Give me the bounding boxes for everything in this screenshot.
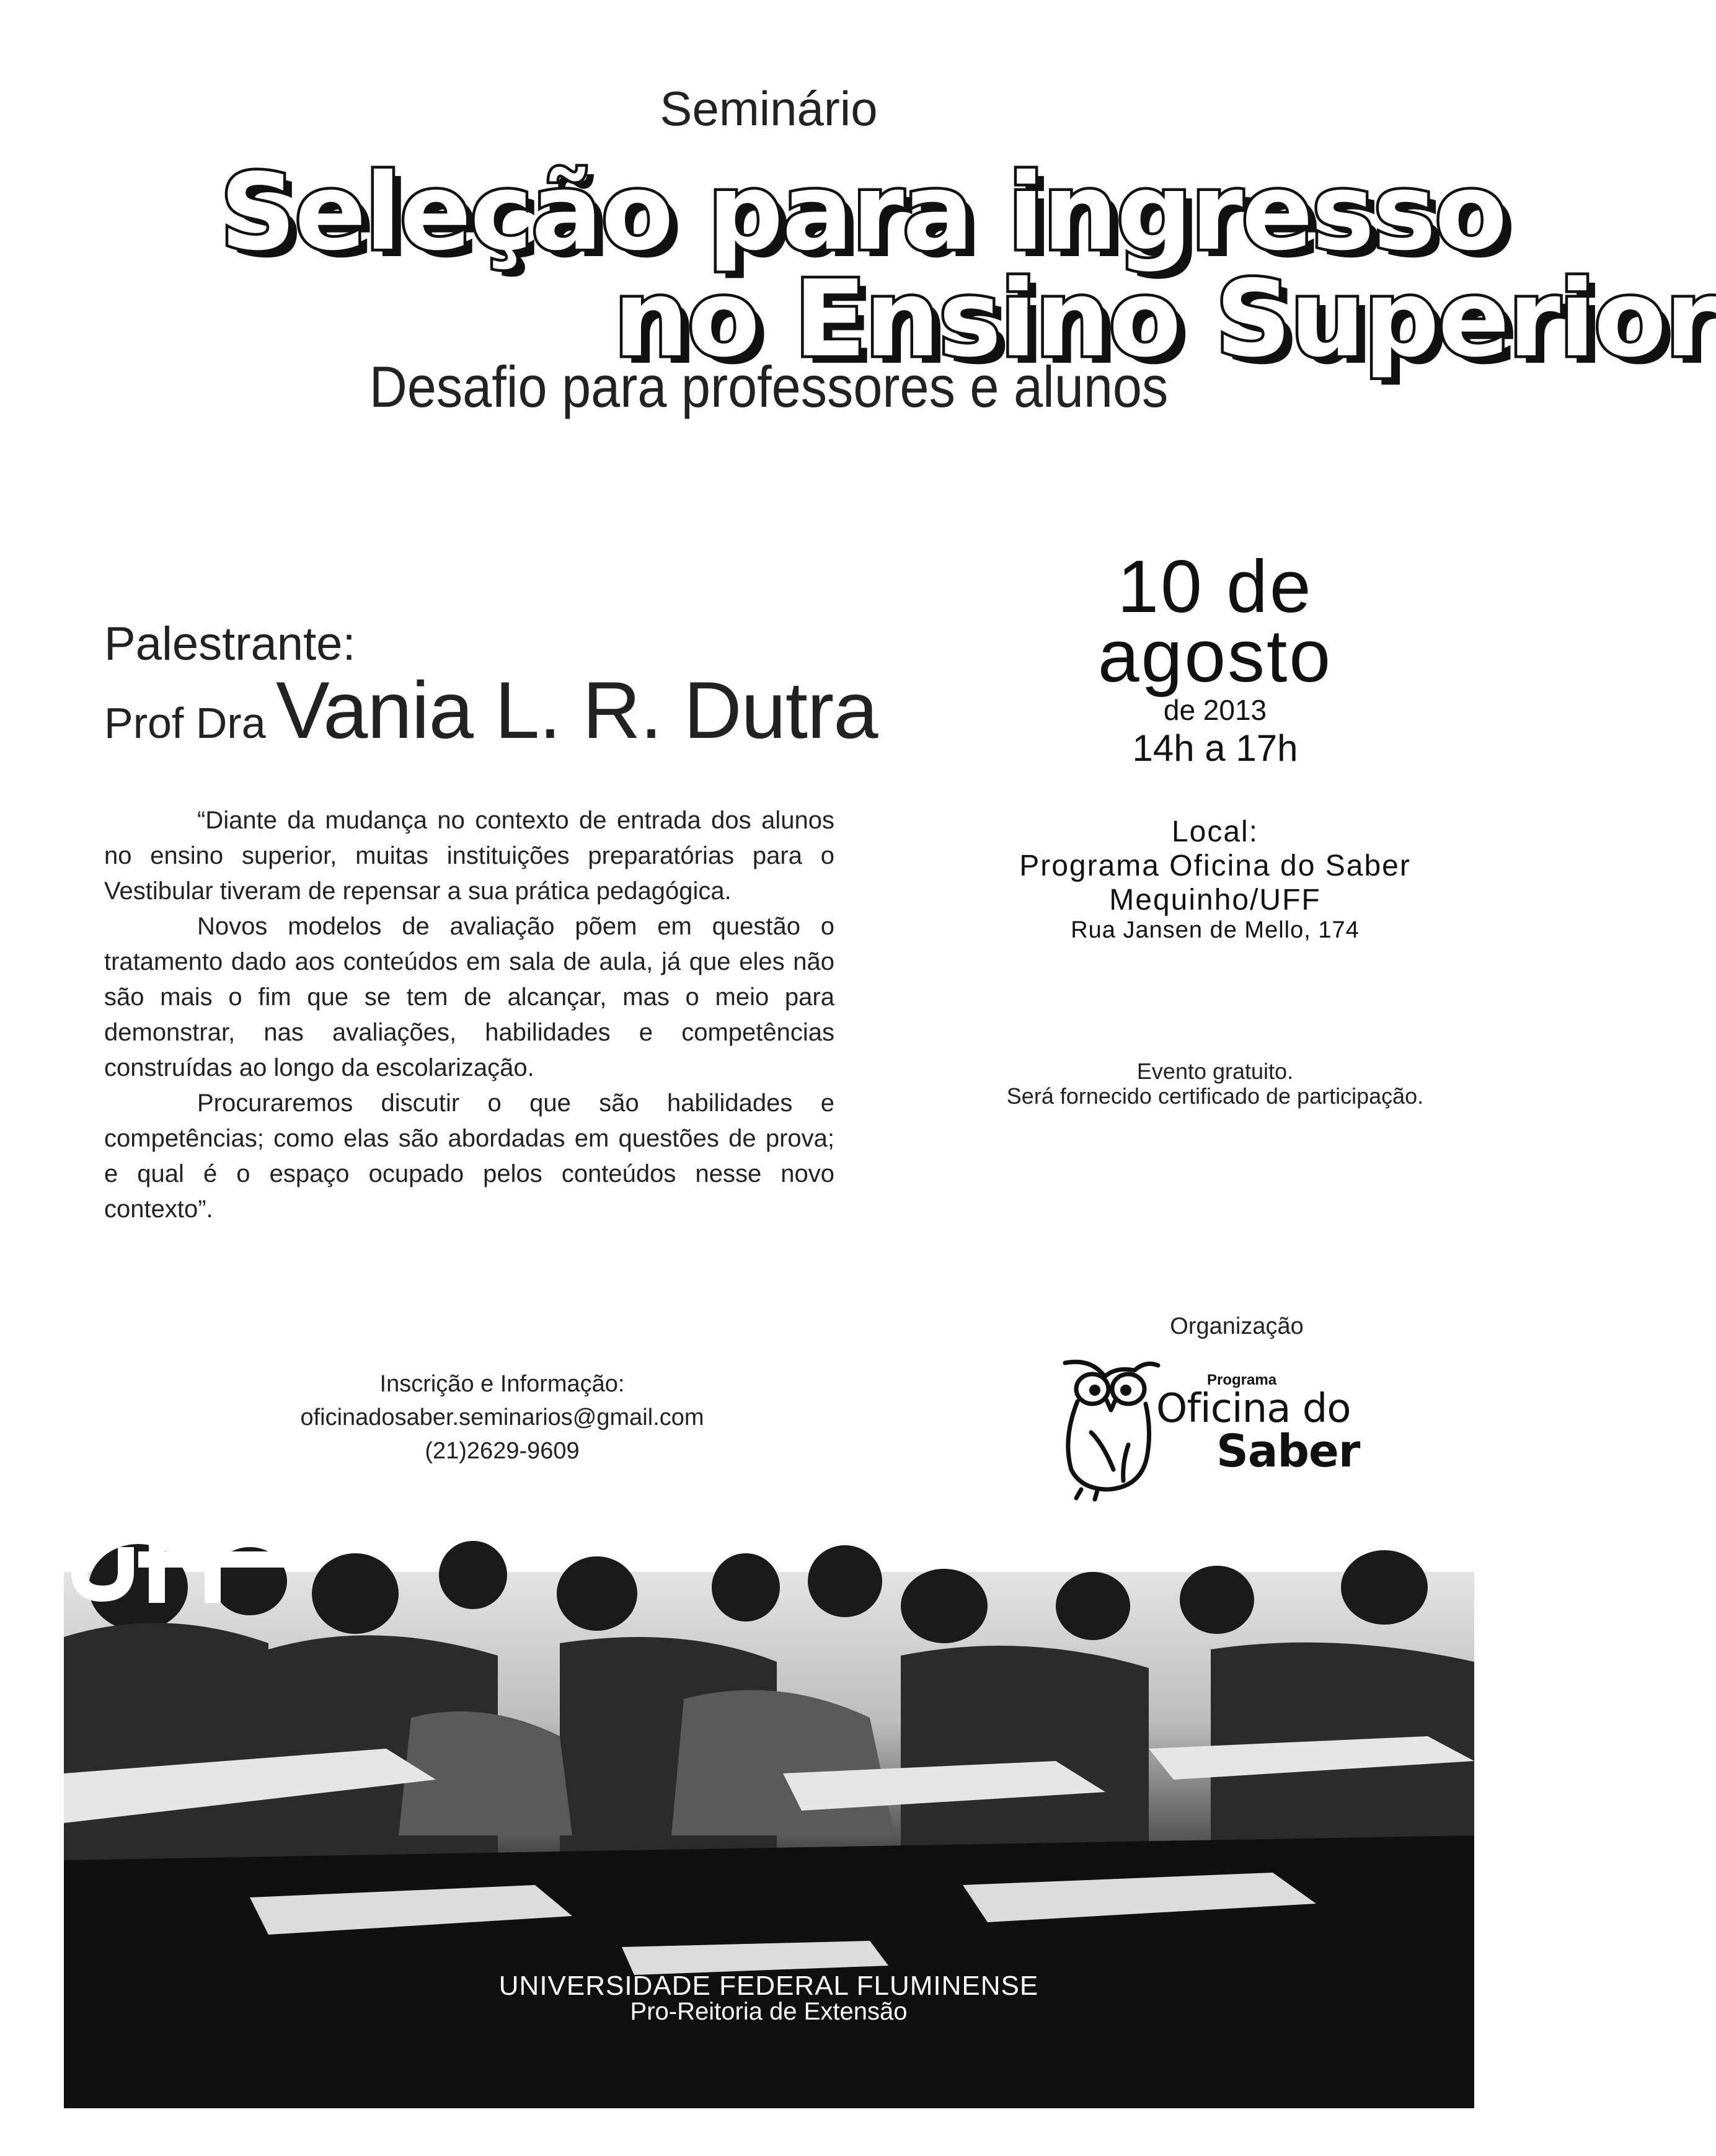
event-month: agosto — [1097, 614, 1333, 698]
logo-name-line-2: Saber — [1216, 1425, 1360, 1477]
registration-email[interactable]: oficinadosaber.seminarios@gmail.com — [300, 1404, 704, 1431]
logo-program-label: Programa — [1207, 1372, 1277, 1388]
speaker-label: Palestrante: — [104, 618, 356, 670]
department-name: Pro-Reitoria de Extensão — [630, 1998, 908, 2025]
organization-label: Organização — [1170, 1313, 1304, 1339]
uff-logo-text: uff — [64, 1505, 75, 1515]
university-name: UNIVERSIDADE FEDERAL FLUMINENSE — [498, 1971, 1039, 2001]
subtitle: Desafio para professores e alunos — [369, 354, 1169, 419]
event-notes — [942, 1059, 1488, 1109]
speaker-title: Prof Dra — [104, 699, 266, 747]
speaker-line — [104, 663, 878, 756]
location-place: Mequinho/UFF — [1109, 884, 1321, 916]
event-time: 14h a 17h — [1132, 727, 1298, 769]
registration-info — [223, 1367, 781, 1468]
event-details — [942, 545, 1488, 944]
event-day: 10 de — [1117, 545, 1313, 628]
speaker-name: Vania L. R. Dutra — [276, 665, 878, 755]
certificate-note: Será fornecido certificado de participação. — [1006, 1083, 1424, 1109]
event-year: de 2013 — [1163, 694, 1267, 726]
title-line-1: Seleção para ingresso — [220, 151, 1506, 274]
seminar-kicker: Seminário — [660, 81, 878, 136]
uff-logo — [64, 1505, 299, 1606]
registration-phone: (21)2629-9609 — [425, 1438, 580, 1464]
abstract-text — [104, 803, 834, 1227]
oficina-do-saber-logo — [1054, 1352, 1401, 1501]
abstract-paragraph-2: Novos modelos de avaliação põem em questão o tratamento dado aos conteúdos em sala de aula, já que eles não são mais o fim que se tem de alcançar, mas o meio para demonstrar, nas avaliações, habilidades e competências construídas ao longo da escolarização. — [104, 913, 834, 1081]
abstract-paragraph-1: “Diante da mudança no contexto de entrada dos alunos no ensino superior, muitas instituições preparatórias para o Vestibular tiveram de repensar a sua prática pedagógica. — [104, 807, 834, 905]
logo-name-line-1: Oficina do — [1156, 1386, 1351, 1432]
location-label: Local: — [1171, 815, 1259, 848]
free-event-note: Evento gratuito. — [1136, 1058, 1294, 1084]
location-address: Rua Jansen de Mello, 174 — [1071, 917, 1360, 943]
registration-label: Inscrição e Informação: — [379, 1371, 625, 1397]
abstract-paragraph-3: Procuraremos discutir o que são habilidades e competências; como elas são abordadas em questões de prova; e qual é o espaço ocupado pelos conteúdos nesse novo contexto”. — [104, 1089, 834, 1223]
location-organization: Programa Oficina do Saber — [1019, 850, 1411, 882]
title-line-2: no Ensino Superior — [614, 258, 1716, 381]
